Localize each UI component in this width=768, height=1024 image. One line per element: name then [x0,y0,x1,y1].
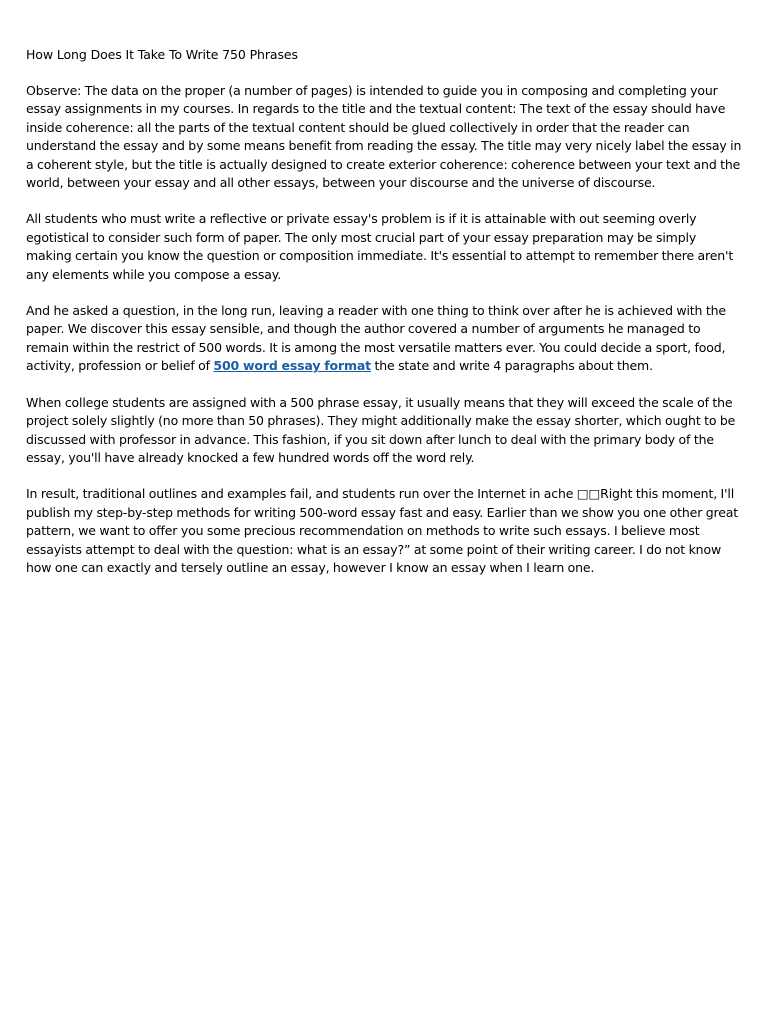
paragraph-3-text-after: the state and write 4 paragraphs about them. [370,358,653,374]
paragraph-2: All students who must write a reflective or private essay's problem is if it is attainable with out seeming overly egotistical to consider such form of paper. The only most crucial part of your essay preparation may be simply making certain you know the question or composition immediate. It's essential to attempt to remember there aren't any elements while you compose a essay. [26,211,734,282]
essay-format-link[interactable]: 500 word essay format [213,358,371,374]
paragraph-1: Observe: The data on the proper (a number of pages) is intended to guide you in composing and completing your essay assignments in my courses. In regards to the title and the textual content: The text of the essay should have inside coherence: all the parts of the textual content should be glued collectively in order that the reader can understand the essay and by some means benefit from reading the essay. The title may very nicely label the essay in a coherent style, but the title is actually designed to create exterior coherence: coherence between your text and the world, between your essay and all other essays, between your discourse and the universe of discourse. [26,83,742,191]
document-title: How Long Does It Take To Write 750 Phrases [26,47,298,62]
paragraph-4: When college students are assigned with a 500 phrase essay, it usually means that they will exceed the scale of the project solely slightly (no more than 50 phrases). They might additionally make the essay shorter, which ought to be discussed with professor in advance. This fashion, if you sit down after lunch to deal with the primary body of the essay, you'll have already knocked a few hundred words off the word rely. [26,394,736,465]
paragraph-5: In result, traditional outlines and examples fail, and students run over the Internet in ache □□Right this moment, I'll publish my step-by-step methods for writing 500-word essay fast and easy. Earlier than we show you one other great pattern, we want to offer you some precious recommendation on methods to write such essays. I believe most essayists attempt to deal with the question: what is an essay?” at some point of their writing career. I do not know how one can exactly and tersely outline an essay, however I know an essay when I learn one. [26,486,739,575]
paragraph-3 [26,302,744,376]
document-page [26,46,744,595]
paragraph-3-text-before: And he asked a question, in the long run, leaving a reader with one thing to think over after he is achieved with the paper. We discover this essay sensible, and though the author covered a number of arguments he managed to remain within the restrict of 500 words. It is among the most versatile matters ever. You could decide a sport, food, activity, profession or belief of [26,303,726,374]
